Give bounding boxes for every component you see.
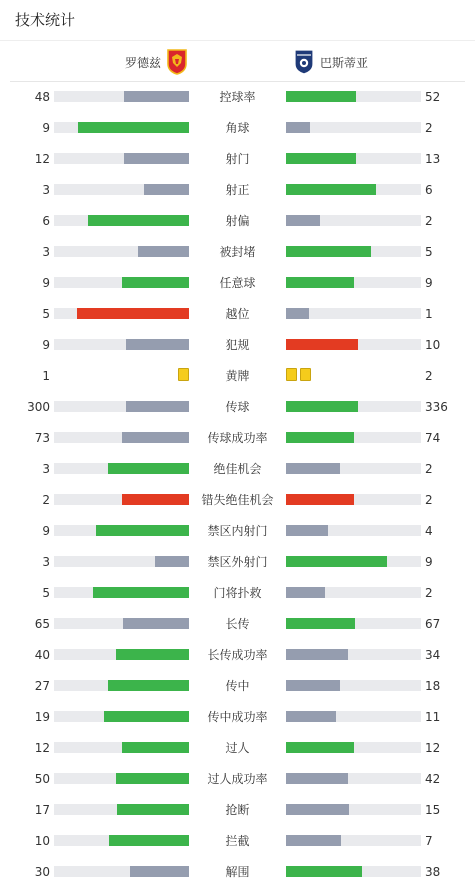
stat-row [0, 423, 475, 454]
home-stat-bar-fill [78, 122, 189, 133]
stat-label: 控球率 [219, 90, 256, 104]
away-stat-value: 2 [425, 214, 433, 228]
away-stat-value: 2 [425, 493, 433, 507]
away-stat-bar-fill [286, 432, 354, 443]
away-stat-value: 2 [425, 121, 433, 135]
stat-label: 传中成功率 [207, 710, 268, 724]
away-stat-value: 2 [425, 586, 433, 600]
away-stat-bar-fill [286, 246, 371, 257]
home-stat-value: 27 [34, 679, 50, 693]
away-stat-bar [286, 835, 421, 846]
away-stat-bar [286, 339, 421, 350]
home-stat-value: 9 [42, 338, 50, 352]
away-stat-bar-fill [286, 184, 376, 195]
rodez-badge-icon [166, 49, 188, 75]
away-stat-value: 67 [425, 617, 441, 631]
home-stat-value: 12 [34, 152, 50, 166]
stat-row [0, 361, 475, 392]
away-stat-bar-fill [286, 773, 348, 784]
stat-label: 角球 [225, 121, 250, 135]
stat-label: 解围 [225, 865, 250, 879]
away-stat-bar [286, 184, 421, 195]
away-stat-bar-fill [286, 91, 356, 102]
home-stat-bar [54, 618, 189, 629]
away-stat-bar-fill [286, 835, 341, 846]
home-stat-value: 48 [34, 90, 50, 104]
away-stat-bar-fill [286, 649, 348, 660]
home-stat-bar [54, 866, 189, 877]
home-stat-value: 65 [34, 617, 50, 631]
away-stat-value: 5 [425, 245, 433, 259]
home-stat-bar [54, 463, 189, 474]
away-stat-bar [286, 91, 421, 102]
away-stat-bar [286, 494, 421, 505]
home-stat-bar-fill [144, 184, 189, 195]
home-stat-value: 6 [42, 214, 50, 228]
away-stat-bar [286, 308, 421, 319]
away-stat-bar-fill [286, 680, 340, 691]
away-stat-value: 42 [425, 772, 441, 786]
home-stat-bar-fill [155, 556, 189, 567]
home-stat-bar-fill [124, 91, 189, 102]
away-stat-bar-fill [286, 277, 354, 288]
home-stat-bar-fill [123, 618, 189, 629]
away-stat-bar-fill [286, 494, 354, 505]
stat-label: 抢断 [225, 803, 250, 817]
yellow-card-icon [178, 368, 189, 381]
away-stat-bar-fill [286, 804, 349, 815]
home-stat-value: 17 [34, 803, 50, 817]
home-stat-bar-fill [122, 494, 190, 505]
stat-label: 传球成功率 [207, 431, 268, 445]
home-stat-value: 3 [42, 245, 50, 259]
home-stat-bar [54, 153, 189, 164]
home-stat-value: 9 [42, 121, 50, 135]
stat-label: 长传 [225, 617, 250, 631]
home-stat-bar-fill [117, 804, 189, 815]
home-stat-value: 5 [42, 307, 50, 321]
away-stat-bar [286, 866, 421, 877]
away-stat-value: 9 [425, 555, 433, 569]
away-stat-value: 336 [425, 400, 448, 414]
away-stat-bar-fill [286, 556, 387, 567]
home-stat-value: 19 [34, 710, 50, 724]
home-stat-bar-fill [108, 680, 189, 691]
stat-label: 错失绝佳机会 [201, 493, 274, 507]
stat-label: 长传成功率 [207, 648, 268, 662]
stat-label: 射正 [225, 183, 250, 197]
away-stat-bar [286, 804, 421, 815]
away-stat-value: 6 [425, 183, 433, 197]
home-stat-bar-fill [96, 525, 189, 536]
away-stat-bar [286, 587, 421, 598]
away-stat-value: 11 [425, 710, 441, 724]
away-stat-bar-fill [286, 711, 336, 722]
home-stat-value: 300 [27, 400, 50, 414]
away-stat-bar-fill [286, 339, 358, 350]
home-stat-value: 3 [42, 555, 50, 569]
section-title: 技术统计 [15, 11, 76, 29]
home-stat-bar-fill [124, 153, 189, 164]
home-stat-bar-fill [104, 711, 189, 722]
away-stat-bar [286, 215, 421, 226]
away-stat-value: 74 [425, 431, 441, 445]
home-stat-bar-fill [116, 773, 189, 784]
stats-list [0, 82, 475, 888]
away-yellow-cards [286, 368, 311, 381]
away-stat-value: 2 [425, 462, 433, 476]
away-stat-value: 9 [425, 276, 433, 290]
away-stat-value: 38 [425, 865, 441, 879]
stat-label: 被封堵 [219, 245, 256, 259]
stat-label: 禁区内射门 [207, 524, 268, 538]
stat-row [0, 268, 475, 299]
stat-row [0, 640, 475, 671]
stat-row [0, 733, 475, 764]
away-stat-bar-fill [286, 618, 355, 629]
stat-row [0, 547, 475, 578]
away-stat-value: 12 [425, 741, 441, 755]
home-stat-bar-fill [93, 587, 189, 598]
home-stat-bar [54, 122, 189, 133]
stat-row [0, 578, 475, 609]
home-stat-bar-fill [122, 432, 190, 443]
away-stat-bar-fill [286, 308, 309, 319]
home-stat-bar [54, 432, 189, 443]
stat-label: 门将扑救 [213, 586, 262, 600]
home-stat-bar [54, 525, 189, 536]
home-stat-bar [54, 277, 189, 288]
away-stat-bar [286, 525, 421, 536]
away-stat-value: 52 [425, 90, 441, 104]
stat-row [0, 299, 475, 330]
stat-row [0, 144, 475, 175]
home-stat-bar-fill [130, 866, 189, 877]
away-stat-bar [286, 153, 421, 164]
home-stat-bar [54, 680, 189, 691]
home-stat-value: 1 [42, 369, 50, 383]
away-stat-bar [286, 463, 421, 474]
away-stat-value: 10 [425, 338, 441, 352]
away-stat-bar [286, 401, 421, 412]
yellow-card-icon [300, 368, 311, 381]
away-stat-value: 34 [425, 648, 441, 662]
away-stat-bar [286, 122, 421, 133]
away-stat-bar-fill [286, 866, 362, 877]
stat-row [0, 795, 475, 826]
home-stat-bar-fill [122, 277, 190, 288]
stat-label: 过人 [225, 741, 250, 755]
stat-row [0, 671, 475, 702]
home-stat-bar-fill [122, 742, 190, 753]
away-stat-bar [286, 680, 421, 691]
stat-label: 过人成功率 [207, 772, 268, 786]
stat-row [0, 237, 475, 268]
home-stat-bar-fill [77, 308, 189, 319]
stat-row [0, 175, 475, 206]
home-stat-value: 30 [34, 865, 50, 879]
home-stat-bar-fill [126, 339, 189, 350]
team-header [10, 41, 465, 82]
home-stat-bar-fill [126, 401, 189, 412]
stat-row [0, 392, 475, 423]
away-stat-bar [286, 432, 421, 443]
away-stat-bar [286, 618, 421, 629]
home-stat-bar [54, 556, 189, 567]
stat-label: 任意球 [219, 276, 256, 290]
away-stat-bar-fill [286, 587, 325, 598]
away-stat-value: 2 [425, 369, 433, 383]
away-stat-bar-fill [286, 463, 340, 474]
home-stat-bar [54, 494, 189, 505]
home-stat-bar [54, 835, 189, 846]
away-stat-bar-fill [286, 215, 320, 226]
home-stat-value: 40 [34, 648, 50, 662]
away-stat-value: 7 [425, 834, 433, 848]
away-stat-value: 18 [425, 679, 441, 693]
yellow-card-icon [286, 368, 297, 381]
home-stat-bar [54, 587, 189, 598]
away-team-name: 巴斯蒂亚 [320, 55, 369, 70]
away-stat-bar-fill [286, 153, 356, 164]
home-stat-value: 12 [34, 741, 50, 755]
home-stat-bar [54, 401, 189, 412]
away-stat-value: 15 [425, 803, 441, 817]
home-stat-bar [54, 91, 189, 102]
stat-row [0, 82, 475, 113]
stat-row [0, 826, 475, 857]
away-stat-bar [286, 649, 421, 660]
home-stat-bar [54, 246, 189, 257]
home-stat-bar [54, 215, 189, 226]
home-stat-bar-fill [108, 463, 189, 474]
stat-row [0, 609, 475, 640]
home-stat-bar-fill [109, 835, 189, 846]
away-stat-bar [286, 246, 421, 257]
away-stat-bar-fill [286, 742, 354, 753]
away-stat-bar [286, 773, 421, 784]
stat-label: 拦截 [225, 834, 250, 848]
stat-label: 越位 [225, 307, 250, 321]
stat-label: 传球 [225, 400, 250, 414]
home-stat-bar [54, 711, 189, 722]
away-stat-bar [286, 277, 421, 288]
away-stat-bar [286, 742, 421, 753]
home-stat-value: 10 [34, 834, 50, 848]
stat-label: 黄牌 [225, 369, 250, 383]
home-stat-value: 2 [42, 493, 50, 507]
stat-label: 犯规 [225, 338, 250, 352]
away-stat-value: 1 [425, 307, 433, 321]
home-stat-bar-fill [138, 246, 189, 257]
home-team[interactable] [125, 47, 188, 77]
stat-label: 禁区外射门 [207, 555, 268, 569]
stat-row [0, 113, 475, 144]
away-stat-value: 13 [425, 152, 441, 166]
stat-label: 射门 [225, 152, 250, 166]
away-stat-bar [286, 556, 421, 567]
stat-label: 射偏 [225, 214, 250, 228]
stat-row [0, 857, 475, 888]
home-stat-bar [54, 184, 189, 195]
away-stat-bar [286, 711, 421, 722]
home-stat-value: 5 [42, 586, 50, 600]
away-stat-value: 4 [425, 524, 433, 538]
home-stat-bar [54, 339, 189, 350]
stat-row [0, 702, 475, 733]
stat-row [0, 764, 475, 795]
home-stat-bar [54, 308, 189, 319]
home-stat-value: 9 [42, 524, 50, 538]
home-team-name: 罗德兹 [124, 55, 161, 70]
away-stat-bar-fill [286, 401, 358, 412]
home-stat-value: 50 [34, 772, 50, 786]
stat-row [0, 485, 475, 516]
home-yellow-cards [178, 368, 189, 381]
home-stat-value: 3 [42, 462, 50, 476]
away-stat-bar-fill [286, 525, 328, 536]
stat-row [0, 206, 475, 237]
home-stat-bar [54, 649, 189, 660]
home-stat-bar-fill [88, 215, 189, 226]
home-stat-value: 3 [42, 183, 50, 197]
home-stat-bar [54, 773, 189, 784]
home-stat-value: 9 [42, 276, 50, 290]
home-stat-bar [54, 804, 189, 815]
home-stat-bar-fill [116, 649, 189, 660]
stat-row [0, 516, 475, 547]
home-stat-bar [54, 742, 189, 753]
away-stat-bar-fill [286, 122, 310, 133]
stat-row [0, 330, 475, 361]
stat-label: 绝佳机会 [213, 462, 262, 476]
stat-label: 传中 [225, 679, 250, 693]
away-team[interactable] [293, 47, 368, 77]
stat-row [0, 454, 475, 485]
home-stat-value: 73 [34, 431, 50, 445]
bastia-badge-icon [293, 49, 315, 75]
